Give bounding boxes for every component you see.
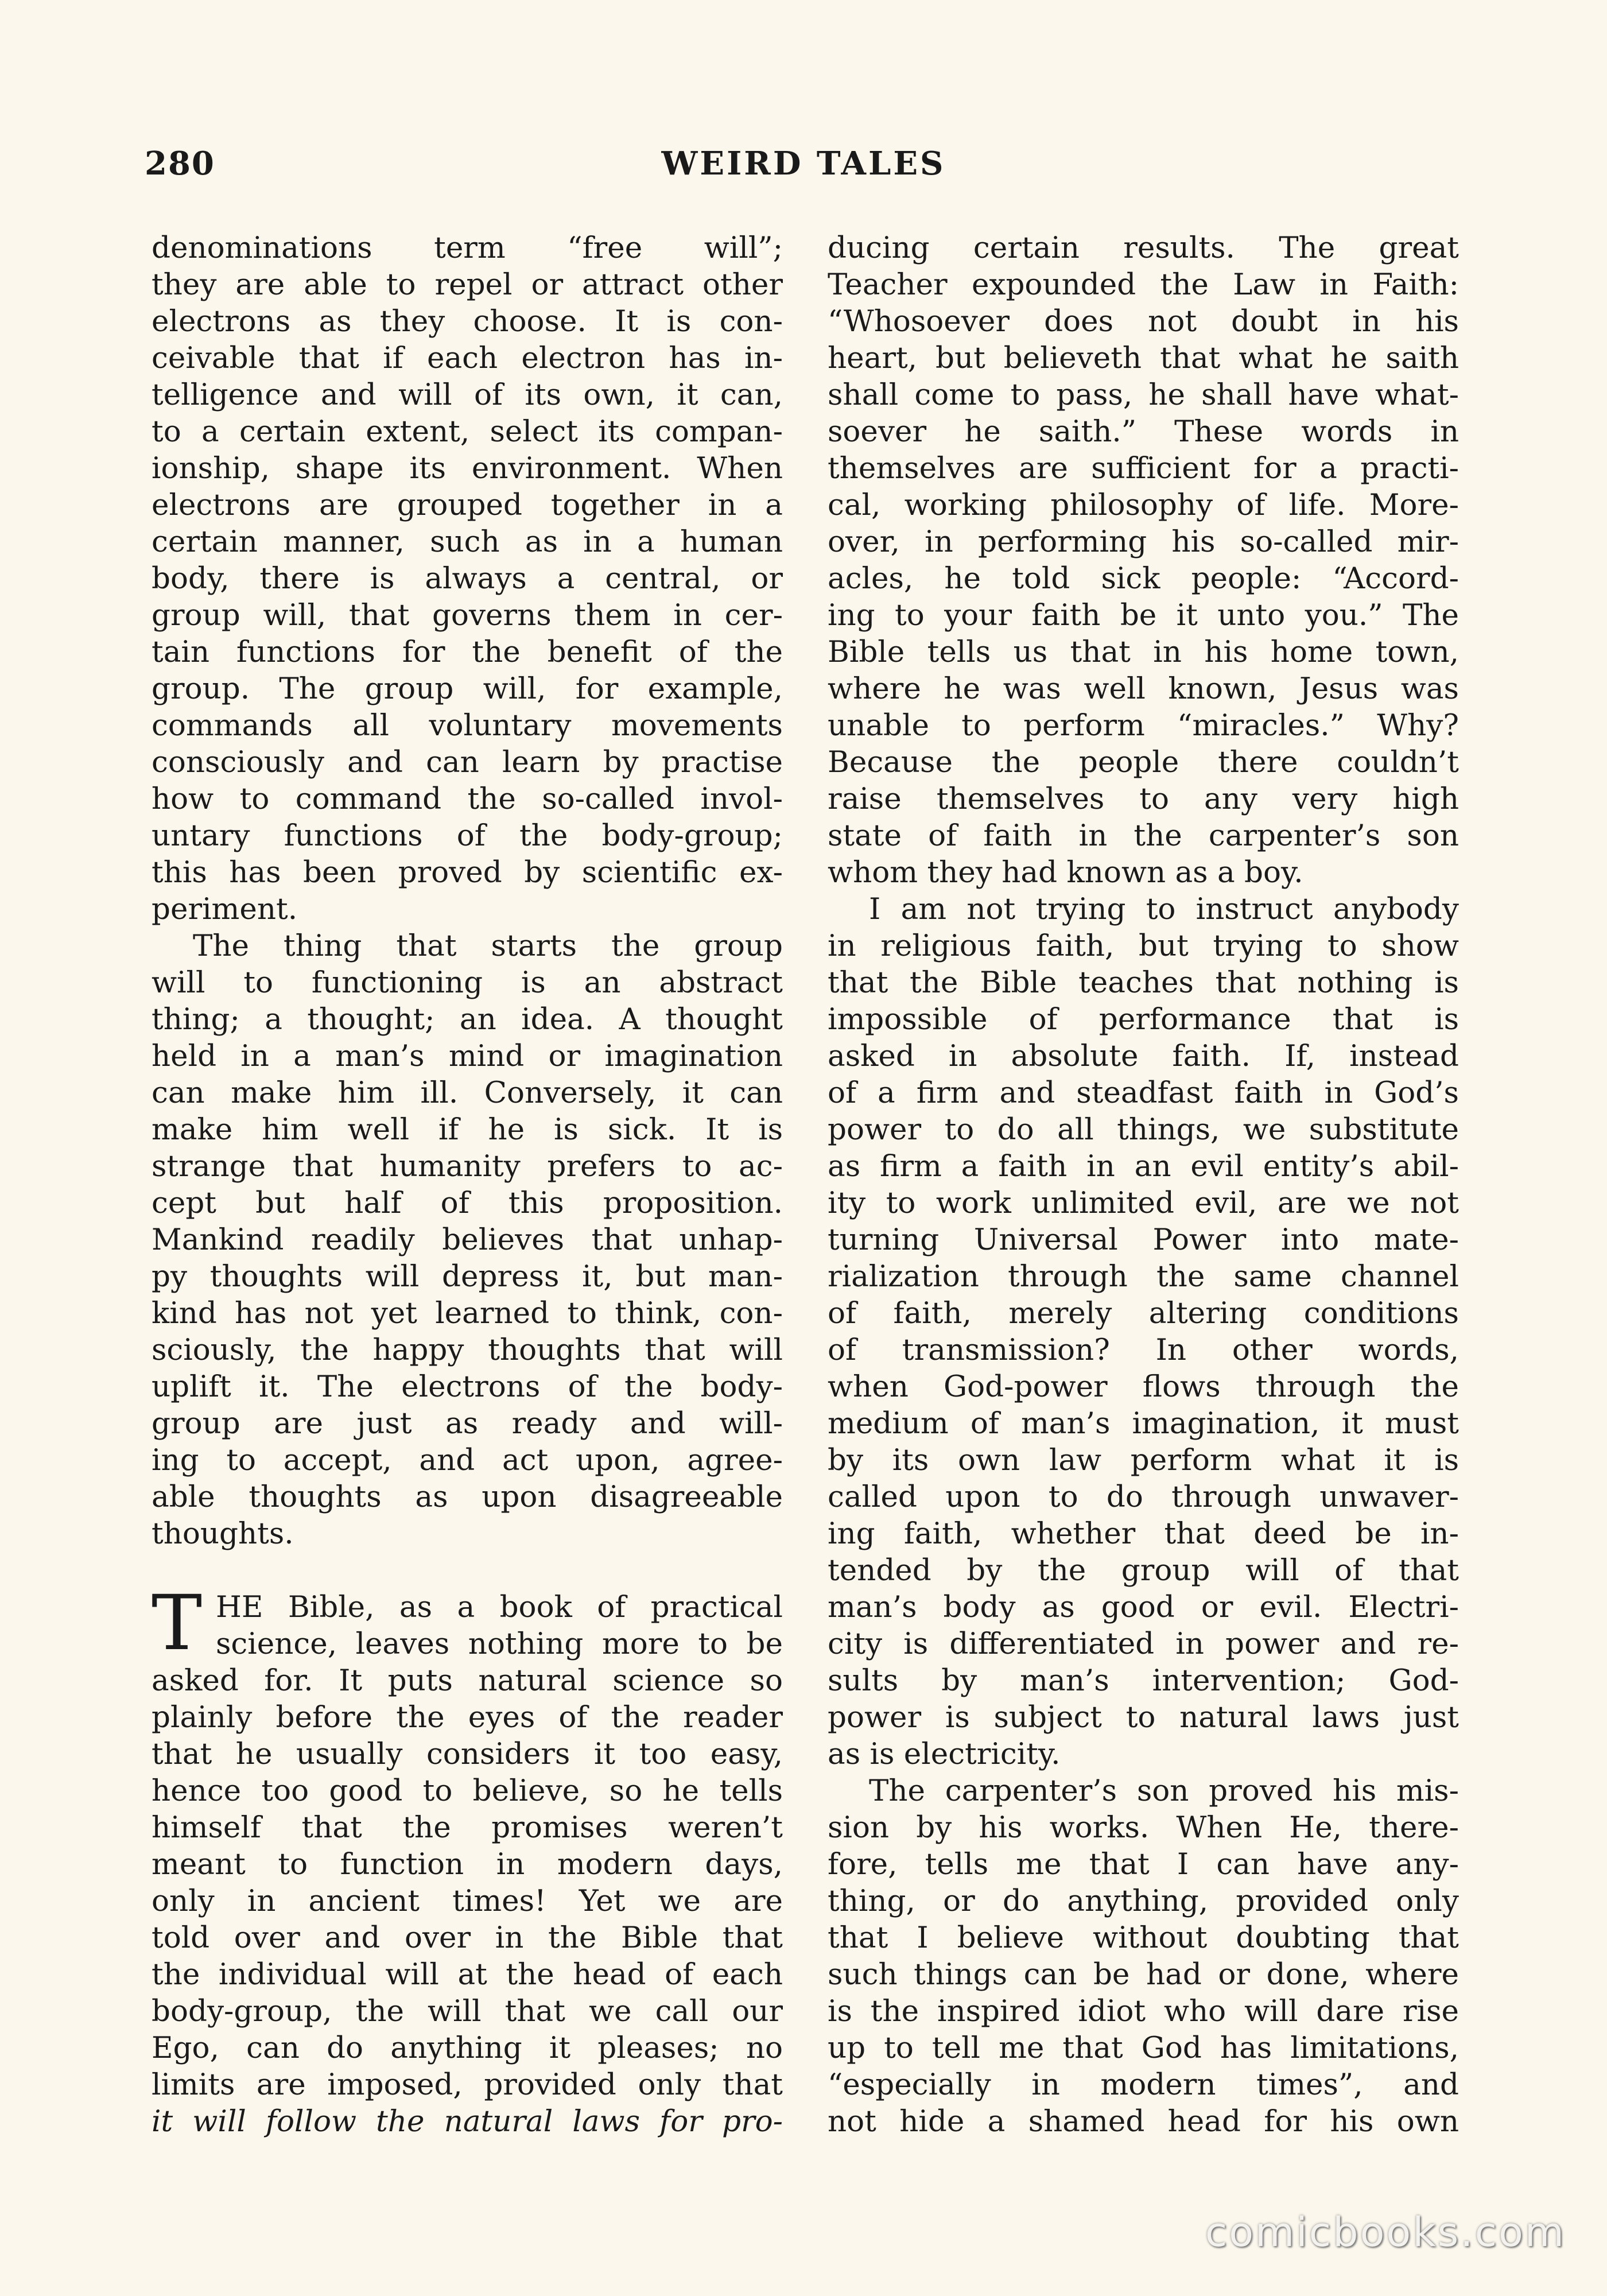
text-line <box>152 781 783 817</box>
line-text: ity to work unlimited evil, are we not <box>828 1186 1459 1220</box>
line-text: plainly before the eyes of the reader <box>152 1700 783 1735</box>
text-line <box>152 854 783 891</box>
line-text: ceivable that if each electron has in- <box>152 341 783 375</box>
line-text: the individual will at the head of each <box>152 1957 783 1992</box>
line-text: can make him ill. Conversely, it can <box>152 1076 783 1110</box>
text-line <box>828 1552 1459 1589</box>
line-text: tain functions for the benefit of the <box>152 635 783 669</box>
text-line <box>152 1075 783 1111</box>
text-line <box>828 1589 1459 1626</box>
line-text: denominations term “free will”; <box>152 231 783 265</box>
text-line <box>828 1479 1459 1515</box>
text-line <box>152 1479 783 1515</box>
text-line <box>828 634 1459 670</box>
text-line <box>828 1993 1459 2030</box>
line-text: called upon to do through unwaver- <box>828 1480 1459 1514</box>
text-line <box>828 1405 1459 1442</box>
line-text: thing, or do anything, provided only <box>828 1884 1459 1918</box>
line-text: electrons are grouped together in a <box>152 488 783 522</box>
line-text: sciously, the happy thoughts that will <box>152 1333 783 1367</box>
text-line <box>828 1185 1459 1221</box>
line-text: “especially in modern times”, and <box>828 2068 1459 2102</box>
right-column <box>828 230 1459 2140</box>
line-text: I am not trying to instruct anybody <box>869 892 1459 926</box>
line-text: tended by the group will of that <box>828 1553 1459 1588</box>
line-text: themselves are sufficient for a practi- <box>828 451 1459 486</box>
text-line <box>828 377 1459 413</box>
line-text: raise themselves to any very high <box>828 782 1459 816</box>
text-line <box>152 1258 783 1295</box>
text-line <box>828 1221 1459 1258</box>
line-text: where he was well known, Jesus was <box>828 672 1459 706</box>
line-text: Teacher expounded the Law in Faith: <box>828 267 1459 302</box>
text-line <box>152 303 783 340</box>
line-text: by its own law perform what it is <box>828 1443 1459 1477</box>
line-text: Mankind readily believes that unhap- <box>152 1223 783 1257</box>
text-line <box>152 597 783 634</box>
text-line <box>828 1295 1459 1332</box>
text-line <box>828 1258 1459 1295</box>
line-text: group. The group will, for example, <box>152 672 783 706</box>
text-line <box>152 377 783 413</box>
line-text: heart, but believeth that what he saith <box>828 341 1459 375</box>
text-line <box>828 1809 1459 1846</box>
line-text: ducing certain results. The great <box>828 231 1459 265</box>
text-line <box>828 1075 1459 1111</box>
line-text: unable to perform “miracles.” Why? <box>828 708 1459 743</box>
text-line <box>152 1221 783 1258</box>
line-text: kind has not yet learned to think, con- <box>152 1296 783 1331</box>
line-text: of a firm and steadfast faith in God’s <box>828 1076 1459 1110</box>
text-line <box>828 523 1459 560</box>
text-line <box>828 230 1459 266</box>
line-text: shall come to pass, he shall have what- <box>828 378 1459 412</box>
line-text: ing to your faith be it unto you.” The <box>828 598 1459 633</box>
drop-cap: T <box>152 1579 203 1667</box>
text-line <box>152 1626 783 1662</box>
text-line <box>152 340 783 377</box>
line-text: power is subject to natural laws just <box>828 1700 1459 1735</box>
text-line <box>828 1332 1459 1368</box>
text-line <box>152 560 783 597</box>
line-text: told over and over in the Bible that <box>152 1921 783 1955</box>
text-line <box>828 2030 1459 2066</box>
text-line <box>828 1148 1459 1185</box>
line-text: consciously and can learn by practise <box>152 745 783 779</box>
text-line <box>152 1111 783 1148</box>
line-text: over, in performing his so-called mir- <box>828 525 1459 559</box>
line-text: The carpenter’s son proved his mis- <box>869 1774 1459 1808</box>
line-text: HE Bible, as a book of practical <box>216 1590 783 1624</box>
text-line <box>152 891 783 928</box>
line-text: it will follow the natural laws for pro- <box>152 2104 783 2139</box>
text-line <box>152 1846 783 1883</box>
line-text: periment. <box>152 892 298 926</box>
line-text: impossible of performance that is <box>828 1002 1459 1037</box>
text-line <box>828 1442 1459 1479</box>
text-line <box>152 487 783 523</box>
text-line <box>828 964 1459 1001</box>
text-line <box>152 1919 783 1956</box>
line-text: how to command the so-called invol- <box>152 782 783 816</box>
line-text: electrons as they choose. It is con- <box>152 304 783 339</box>
text-line <box>828 1773 1459 1809</box>
text-line <box>828 891 1459 928</box>
text-line <box>152 1956 783 1993</box>
line-text: Because the people there couldn’t <box>828 745 1459 779</box>
line-text: when God-power flows through the <box>828 1370 1459 1404</box>
text-line <box>828 928 1459 964</box>
line-text: himself that the promises weren’t <box>152 1810 783 1845</box>
text-line <box>152 413 783 450</box>
line-text: py thoughts will depress it, but man- <box>152 1259 783 1294</box>
line-text: Bible tells us that in his home town, <box>828 635 1459 669</box>
line-text: sion by his works. When He, there- <box>828 1810 1459 1845</box>
text-line <box>152 964 783 1001</box>
line-text: uplift it. The electrons of the body- <box>152 1370 783 1404</box>
text-line <box>828 597 1459 634</box>
line-text: ing to accept, and act upon, agree- <box>152 1443 783 1477</box>
text-line <box>828 707 1459 744</box>
line-text: is the inspired idiot who will dare rise <box>828 1994 1459 2029</box>
line-text: that I believe without doubting that <box>828 1921 1459 1955</box>
text-line <box>152 1185 783 1221</box>
line-text: that the Bible teaches that nothing is <box>828 965 1459 1000</box>
line-text: such things can be had or done, where <box>828 1957 1459 1992</box>
text-line <box>828 854 1459 891</box>
text-line <box>152 266 783 303</box>
line-text: held in a man’s mind or imagination <box>152 1039 783 1073</box>
line-text: of faith, merely altering conditions <box>828 1296 1459 1331</box>
text-line <box>152 817 783 854</box>
text-line <box>828 303 1459 340</box>
text-line <box>152 670 783 707</box>
line-text: city is differentiated in power and re- <box>828 1627 1459 1661</box>
text-line <box>152 1809 783 1846</box>
line-text: commands all voluntary movements <box>152 708 783 743</box>
text-line <box>828 1368 1459 1405</box>
line-text: meant to function in modern days, <box>152 1847 783 1882</box>
line-text: group are just as ready and will- <box>152 1406 783 1441</box>
text-line <box>152 1699 783 1736</box>
text-line <box>828 744 1459 781</box>
watermark-logo: comicbooks.com <box>1205 2209 1566 2256</box>
line-text: of transmission? In other words, <box>828 1333 1459 1367</box>
text-line <box>152 1295 783 1332</box>
text-line <box>828 1111 1459 1148</box>
text-line <box>152 1662 783 1699</box>
text-line <box>152 1442 783 1479</box>
text-line <box>152 2066 783 2103</box>
line-text: soever he saith.” These words in <box>828 414 1459 449</box>
line-text: make him well if he is sick. It is <box>152 1112 783 1147</box>
text-line <box>828 2066 1459 2103</box>
text-line <box>828 1699 1459 1736</box>
text-line <box>152 1515 783 1552</box>
text-line <box>152 707 783 744</box>
line-text: medium of man’s imagination, it must <box>828 1406 1459 1441</box>
line-text: acles, he told sick people: “Accord- <box>828 561 1459 596</box>
text-line <box>828 2103 1459 2140</box>
line-text: that he usually considers it too easy, <box>152 1737 783 1771</box>
text-line <box>152 744 783 781</box>
text-line <box>152 1332 783 1368</box>
line-text: telligence and will of its own, it can, <box>152 378 783 412</box>
text-line <box>828 1038 1459 1075</box>
line-text: this has been proved by scientific ex- <box>152 855 783 890</box>
line-text: strange that humanity prefers to ac- <box>152 1149 783 1184</box>
text-line <box>152 2103 783 2140</box>
line-text: asked in absolute faith. If, instead <box>828 1039 1459 1073</box>
text-line <box>152 450 783 487</box>
text-line <box>152 2030 783 2066</box>
line-text: sults by man’s intervention; God- <box>828 1663 1459 1698</box>
line-text: they are able to repel or attract other <box>152 267 783 302</box>
line-text: turning Universal Power into mate- <box>828 1223 1459 1257</box>
text-line <box>828 1001 1459 1038</box>
text-line <box>828 1662 1459 1699</box>
text-line <box>152 1773 783 1809</box>
text-line <box>828 670 1459 707</box>
line-text: up to tell me that God has limitations, <box>828 2031 1459 2065</box>
line-text: as firm a faith in an evil entity’s abil- <box>828 1149 1459 1184</box>
text-line <box>828 560 1459 597</box>
line-text: body-group, the will that we call our <box>152 1994 783 2029</box>
text-line <box>152 1993 783 2030</box>
line-text: only in ancient times! Yet we are <box>152 1884 783 1918</box>
text-line <box>828 266 1459 303</box>
running-title: WEIRD TALES <box>661 145 946 183</box>
text-line <box>152 1148 783 1185</box>
line-text: to a certain extent, select its compan- <box>152 414 783 449</box>
text-line <box>828 781 1459 817</box>
page-number: 280 <box>145 145 215 183</box>
line-text: thoughts. <box>152 1517 294 1551</box>
line-text: science, leaves nothing more to be <box>216 1627 783 1661</box>
text-line <box>828 1736 1459 1773</box>
line-text: untary functions of the body-group; <box>152 819 783 853</box>
line-text: hence too good to believe, so he tells <box>152 1774 783 1808</box>
line-text: whom they had known as a boy. <box>828 855 1303 890</box>
line-text: group will, that governs them in cer- <box>152 598 783 633</box>
text-line <box>828 1919 1459 1956</box>
text-line <box>828 1626 1459 1662</box>
text-line <box>152 1001 783 1038</box>
text-line <box>152 1368 783 1405</box>
line-text: not hide a shamed head for his own <box>828 2104 1459 2139</box>
line-text: will to functioning is an abstract <box>152 965 783 1000</box>
text-line <box>828 1515 1459 1552</box>
text-line <box>152 230 783 266</box>
line-text: rialization through the same channel <box>828 1259 1459 1294</box>
line-text: as is electricity. <box>828 1737 1061 1771</box>
text-line <box>152 928 783 964</box>
line-text: able thoughts as upon disagreeable <box>152 1480 783 1514</box>
line-text: Ego, can do anything it pleases; no <box>152 2031 783 2065</box>
line-text: The thing that starts the group <box>193 929 783 963</box>
text-line <box>828 817 1459 854</box>
line-text: in religious faith, but trying to show <box>828 929 1459 963</box>
line-text: “Whosoever does not doubt in his <box>828 304 1459 339</box>
line-text: ionship, shape its environment. When <box>152 451 783 486</box>
text-line <box>828 340 1459 377</box>
line-text: power to do all things, we substitute <box>828 1112 1459 1147</box>
line-text: asked for. It puts natural science so <box>152 1663 783 1698</box>
line-text: certain manner, such as in a human <box>152 525 783 559</box>
text-line <box>828 413 1459 450</box>
text-line <box>828 1956 1459 1993</box>
text-line <box>828 1883 1459 1919</box>
text-line <box>828 1846 1459 1883</box>
line-text: state of faith in the carpenter’s son <box>828 819 1459 853</box>
text-line <box>828 487 1459 523</box>
text-line <box>152 1883 783 1919</box>
text-line <box>152 1038 783 1075</box>
line-text: man’s body as good or evil. Electri- <box>828 1590 1459 1624</box>
left-column <box>152 230 783 2140</box>
line-text: fore, tells me that I can have any- <box>828 1847 1459 1882</box>
line-text: thing; a thought; an idea. A thought <box>152 1002 783 1037</box>
text-line <box>152 523 783 560</box>
text-line <box>152 1405 783 1442</box>
text-line <box>152 1736 783 1773</box>
line-text: body, there is always a central, or <box>152 561 783 596</box>
line-text: ing faith, whether that deed be in- <box>828 1517 1459 1551</box>
text-line <box>828 450 1459 487</box>
line-text: cept but half of this proposition. <box>152 1186 783 1220</box>
text-line <box>152 634 783 670</box>
line-text: limits are imposed, provided only that <box>152 2068 783 2102</box>
line-text: cal, working philosophy of life. More- <box>828 488 1459 522</box>
